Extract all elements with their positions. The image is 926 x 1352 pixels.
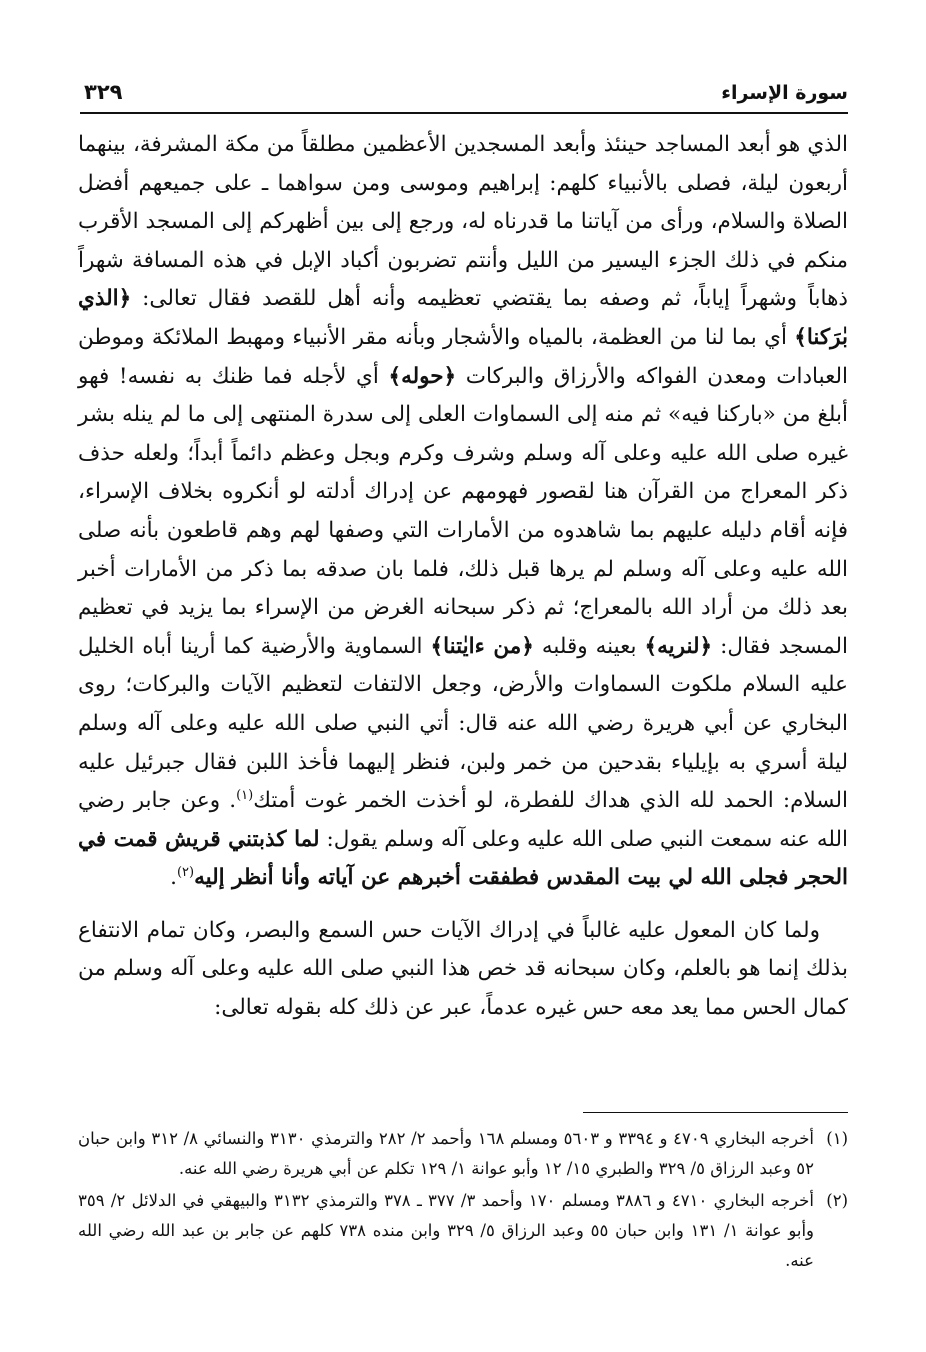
footnote-ref-2: (٢) [176, 865, 195, 881]
text-run: الذي هو أبعد المساجد حينئذ وأبعد المسجدين الأعظمين مطلقاً من مكة المشرفة، بينهما أربعون ليلة، فصلى بالأنبياء كلهم: إبراهيم وموسى ومن سواهما ـ على جميعهم أفضل الصلاة والسلام، ورأى من آياتنا ما قدرناه له، ورجع إلى بين أظهركم إلى المسجد الأقرب منكم في ذلك الجزء اليسير من الليل وأنتم تضربون أكباد الإبل في هذه المسافة شهراً ذهاباً وشهراً إياباً، ثم وصفه بما يقتضي تعظيمه وأنه أهل للقصد فقال تعالى: [78, 132, 848, 312]
main-text [78, 126, 848, 1028]
footnote-text: أخرجه البخاري ٤٧٠٩ و ٣٣٩٤ و ٥٦٠٣ ومسلم ١٦٨ وأحمد ٢/ ٢٨٢ والترمذي ٣١٣٠ والنسائي ٨/ ٣١٢ وابن حبان ٥٢ وعبد الرزاق ٥/ ٣٢٩ والطبري ١٥/ ١٢ وأبو عوانة ١/ ١٢٩ تكلم عن أبي هريرة رضي الله عنه. [78, 1129, 814, 1178]
quran-quote: ﴿لنريه﴾ [644, 633, 713, 659]
page-number: ٣٢٩ [84, 80, 123, 104]
text-run: أي لأجله فما ظنك به نفسه! فهو أبلغ من «باركنا فيه» ثم منه إلى السماوات العلى إلى سدرة المنتهى إلى ما لم ينله بشر غيره صلى الله عليه وعلى آله وسلم وشرف وكرم وبجل وعظم دائماً أبداً؛ ولعله حذف ذكر المعراج من القرآن هنا لقصور فهومهم عن إدراك أدلته لو أنكروه بخلاف الإسراء، فإنه أقام دليله عليهم بما شاهدوه من الأمارات التي وصفها لهم وهم قاطعون بأنه صلى الله عليه وعلى آله وسلم لم يرها قبل ذلك، فلما بان صدقه بما ذكر من الأمارات أخبر بعد ذلك من أراد الله بالمعراج؛ ثم ذكر سبحانه الغرض من الإسراء بما يزيد في تعظيم المسجد فقال: [78, 363, 849, 659]
footnote-number: (٢) [826, 1191, 848, 1210]
footnotes [78, 1124, 848, 1278]
text-run: بعينه وقلبه [533, 633, 645, 659]
quran-quote: ﴿من ءايٰتنا﴾ [430, 633, 534, 659]
paragraph-1 [78, 126, 848, 898]
page-header [80, 78, 848, 114]
text-run: أي بما لنا من العظمة، بالمياه والأشجار وبأنه مقر الأنبياء ومهبط الملائكة وموطن العبادات ومعدن الفواكه والأرزاق والبركات [78, 324, 848, 389]
text-run: السماوية والأرضية كما أرينا أباه الخليل عليه السلام ملكوت السماوات والأرض، وجعل الالتفات لتعظيم الآيات والبركات؛ روى البخاري عن أبي هريرة رضي الله عنه قال: أتي النبي صلى الله عليه وعلى آله وسلم ليلة أسري به بإيلياء بقدحين من خمر ولبن، فنظر إليهما فأخذ اللبن فقال جبرئيل عليه السلام: الحمد لله الذي هداك للفطرة، لو أخذت الخمر غوت أمتك [78, 633, 848, 814]
paragraph-2: ولما كان المعول عليه غالباً في إدراك الآيات حس السمع والبصر، وكان تمام الانتفاع بذلك إنما هو بالعلم، وكان سبحانه قد خص هذا النبي صلى الله عليه وعلى آله وسلم من كمال الحس مما يعد معه حس غيره عدماً، عبر عن ذلك كله بقوله تعالى: [78, 917, 848, 1021]
footnote-1 [78, 1124, 848, 1184]
footnote-text: أخرجه البخاري ٤٧١٠ و ٣٨٨٦ ومسلم ١٧٠ وأحمد ٣/ ٣٧٧ ـ ٣٧٨ والترمذي ٣١٣٢ والبيهقي في الدلائل ٢/ ٣٥٩ وأبو عوانة ١/ ١٣١ وابن حبان ٥٥ وعبد الرزاق ٥/ ٣٢٩ وابن منده ٧٣٨ كلهم عن جابر بن عبد الله رضي الله عنه. [78, 1191, 814, 1270]
footnote-number: (١) [826, 1129, 848, 1148]
hadith-quote: لما كذبتني قريش قمت في الحجر فجلى الله لي بيت المقدس فطفقت أخبرهم عن آياته وأنا أنظر إليه [78, 826, 848, 891]
text-run: . وعن جابر رضي الله عنه سمعت النبي صلى الله عليه وعلى آله وسلم يقول: [78, 788, 848, 852]
footnote-ref-1: (١) [236, 787, 254, 803]
quran-quote: ﴿حوله﴾ [388, 363, 457, 389]
footnote-2 [78, 1186, 848, 1276]
footnote-separator [583, 1112, 848, 1113]
text-run: . [170, 865, 177, 891]
surah-title: سورة الإسراء [721, 82, 848, 104]
quran-quote: ﴿الذي بٰرَكنا﴾ [78, 286, 848, 350]
